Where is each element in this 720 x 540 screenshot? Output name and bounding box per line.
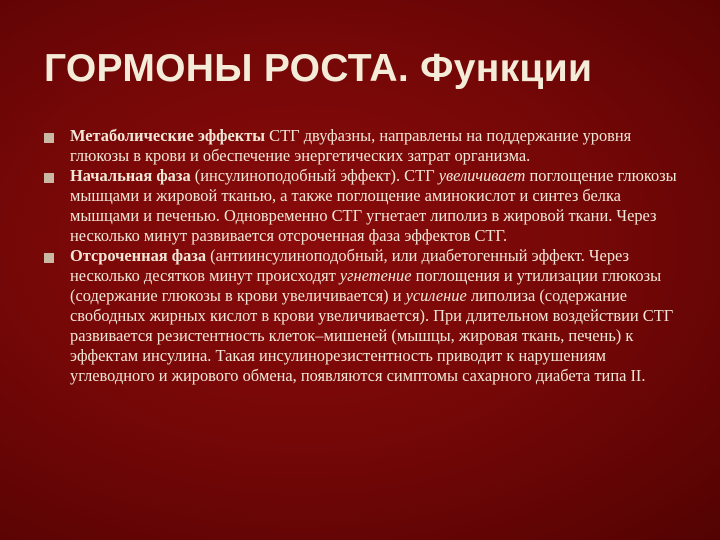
bullet-text: поглощения и утилизации глюкозы (содержание глюкозы в крови увеличивается) и bbox=[70, 266, 662, 305]
bullet-term: Отсроченная фаза bbox=[70, 246, 207, 265]
emphasis-text: усиление bbox=[405, 286, 467, 305]
bullet-text: липолиза (содержание свободных жирных кислот в крови увеличивается). При длительном воздействии СТГ развивается резистентность клеток–мишеней (мышцы, жировая ткань, печень) к эффектам инсулина. Такая инсулинорезистентность приводит к нарушениям углеводного и жирового обмена, появляются симптомы сахарного диабета типа II. bbox=[70, 286, 674, 385]
bullet-list bbox=[44, 126, 694, 386]
square-bullet-icon bbox=[44, 253, 54, 263]
emphasis-text: увеличивает bbox=[438, 166, 526, 185]
square-bullet-icon bbox=[44, 133, 54, 143]
emphasis-text: угнетение bbox=[339, 266, 412, 285]
bullet-text: (инсулиноподобный эффект). СТГ bbox=[190, 166, 439, 185]
bullet-delayed-phase bbox=[44, 246, 694, 386]
bullet-initial-phase bbox=[44, 166, 694, 246]
bullet-text: поглощение глюкозы мышцами и жировой тканью, а также поглощение аминокислот и синтез белка мышцами и печенью. Одновременно СТГ угнетает липолиз в жировой ткани. Через несколько минут развивается отсроченная фаза эффектов СТГ. bbox=[70, 166, 677, 245]
square-bullet-icon bbox=[44, 173, 54, 183]
bullet-term: Начальная фаза bbox=[70, 166, 191, 185]
slide-title: ГОРМОНЫ РОСТА. Функции bbox=[44, 47, 593, 90]
bullet-text: СТГ двуфазны, направлены на поддержание уровня глюкозы в крови и обеспечение энергетических затрат организма. bbox=[70, 126, 632, 165]
bullet-metabolic-effects bbox=[44, 126, 694, 166]
bullet-term: Метаболические эффекты bbox=[70, 126, 266, 145]
bullet-text: (антиинсулиноподобный, или диабетогенный эффект. Через несколько десятков минут происходят bbox=[70, 246, 629, 285]
